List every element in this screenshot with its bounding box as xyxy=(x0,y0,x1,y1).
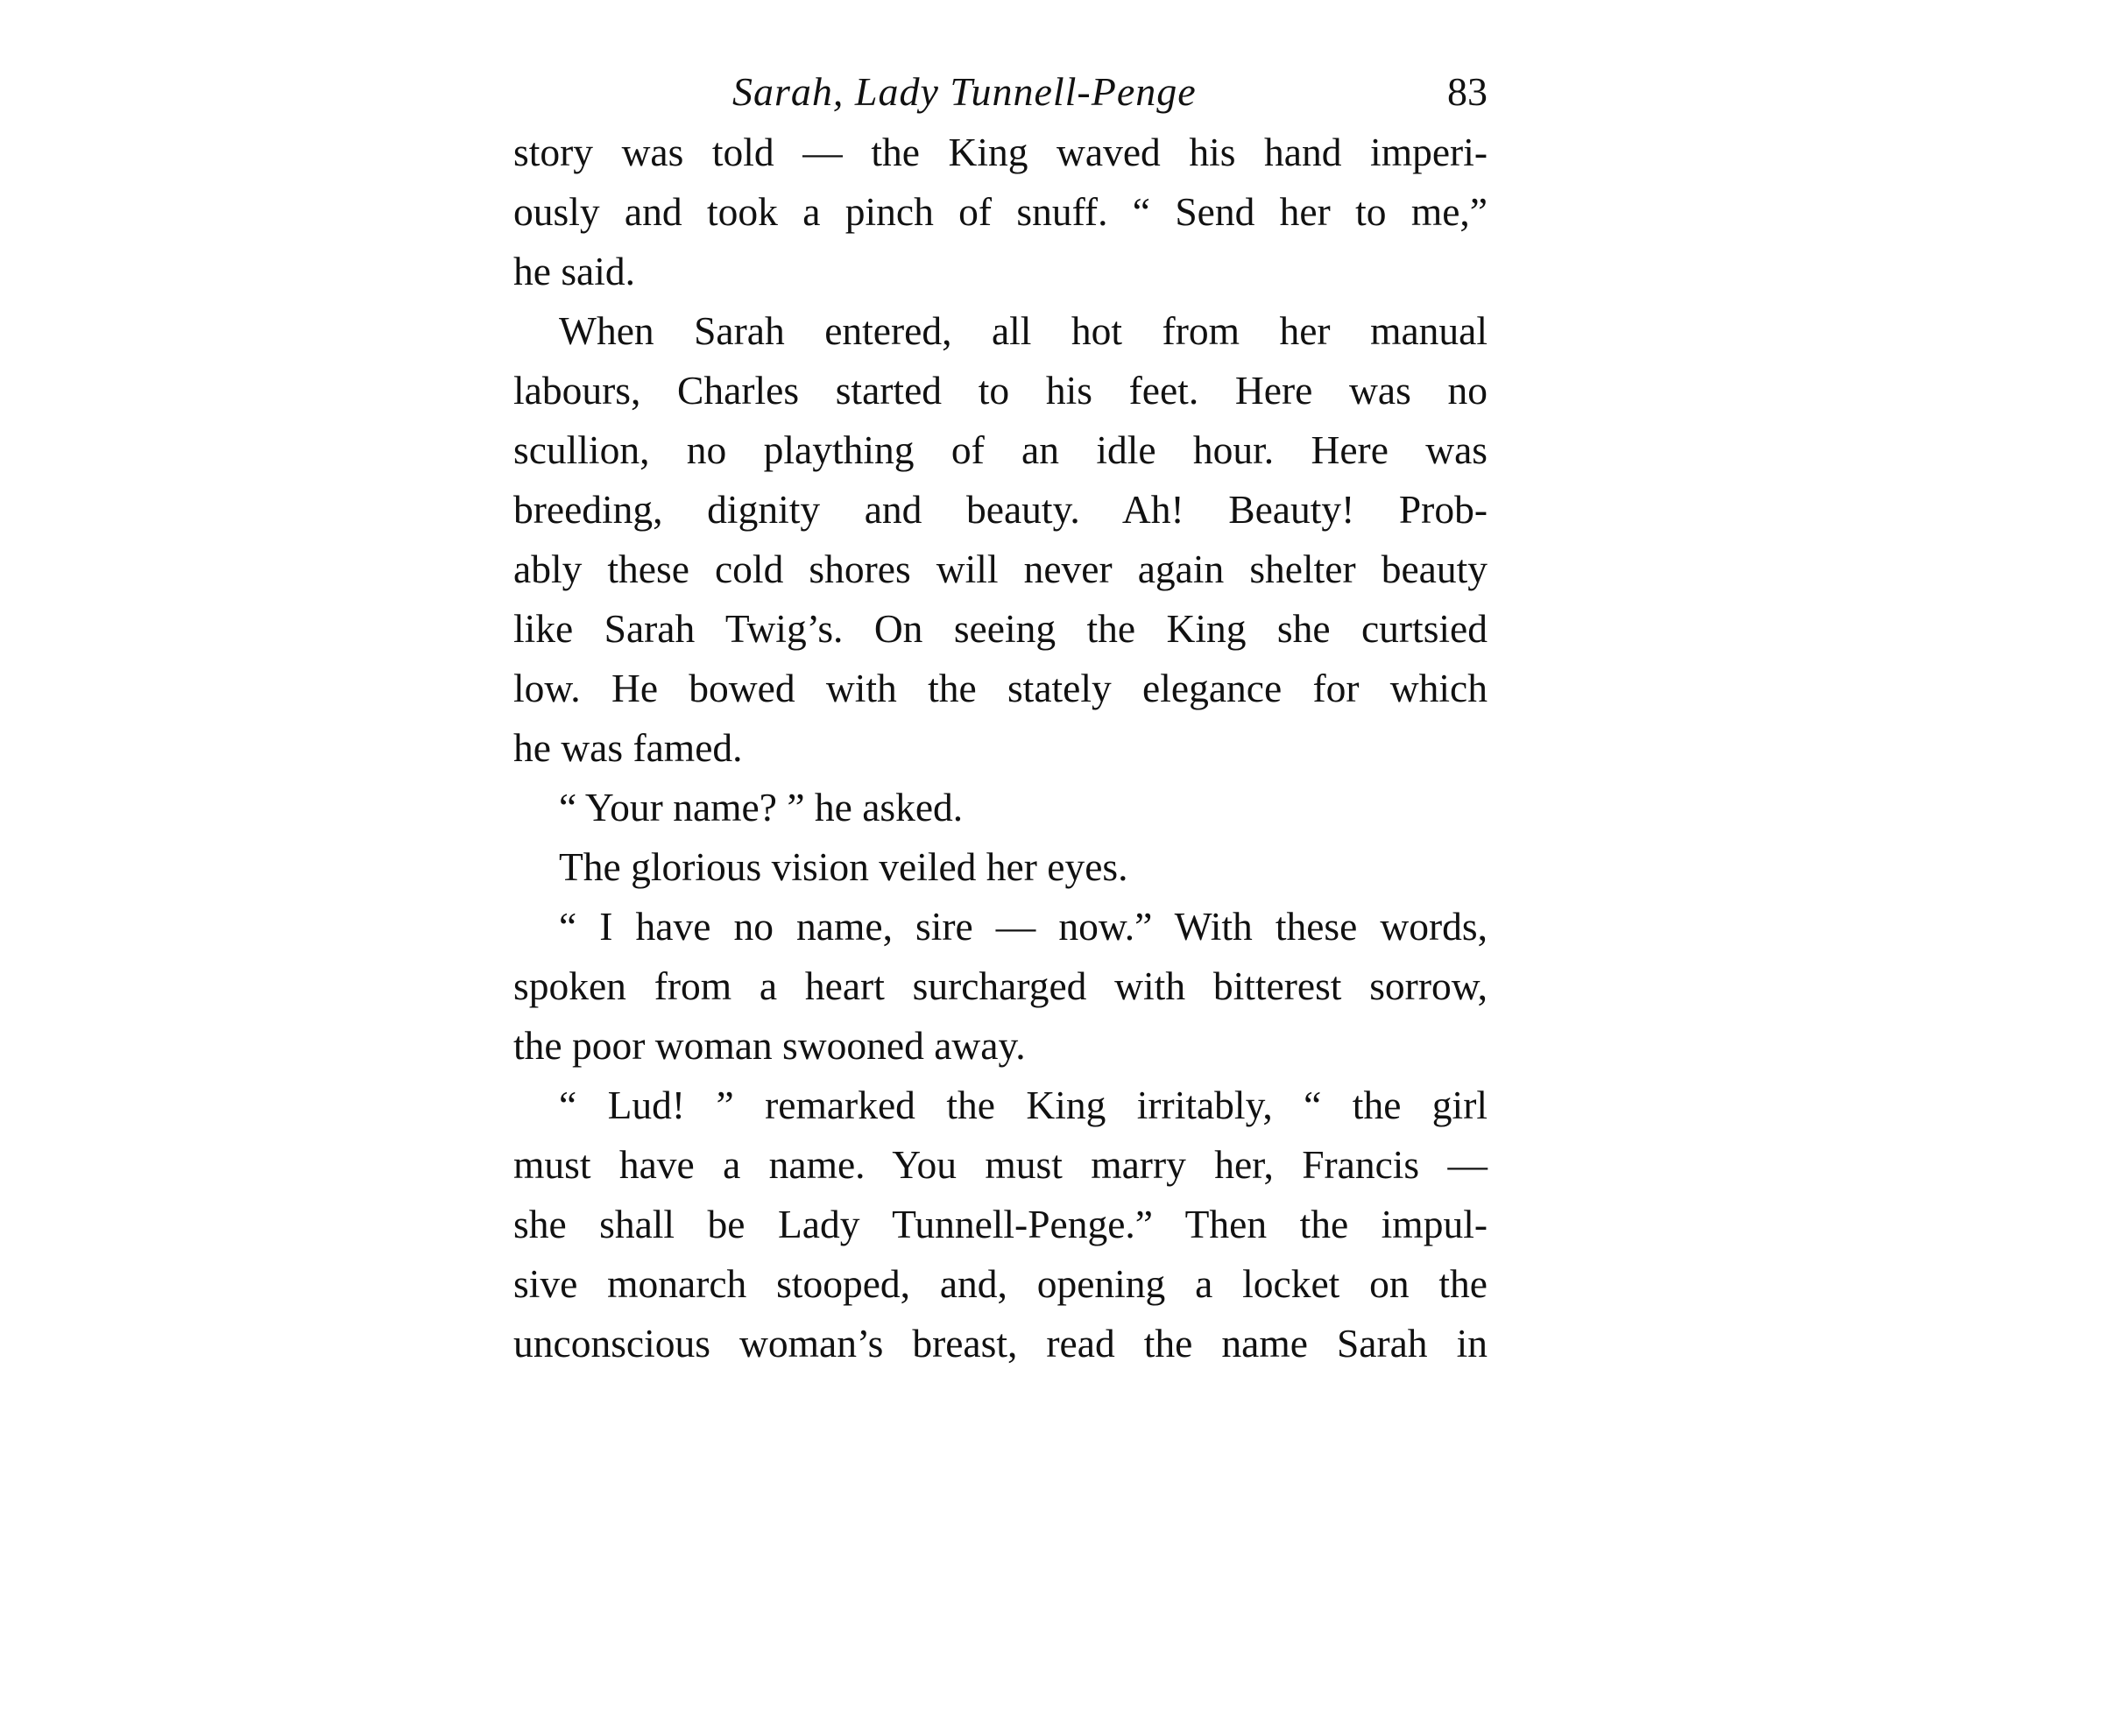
text-line: the poor woman swooned away. xyxy=(513,1023,1026,1068)
text-line: he was famed. xyxy=(513,725,743,770)
text-line: “ Lud! ” remarked the King irritably, “ the girl xyxy=(559,1083,1488,1127)
text-line: The glorious vision veiled her eyes. xyxy=(559,844,1128,889)
text-line: labours, Charles started to his feet. Here was no xyxy=(513,368,1488,413)
text-line: “ Your name? ” he asked. xyxy=(559,785,964,829)
text-line: scullion, no plaything of an idle hour. Here was xyxy=(513,427,1488,472)
text-line: unconscious woman’s breast, read the name Sarah in xyxy=(513,1321,1488,1366)
body-text xyxy=(513,123,1488,1373)
text-line: must have a name. You must marry her, Francis — xyxy=(513,1142,1488,1187)
text-line: low. He bowed with the stately elegance for which xyxy=(513,666,1488,710)
text-line: “ I have no name, sire — now.” With these words, xyxy=(559,904,1488,949)
text-line: breeding, dignity and beauty. Ah! Beauty! Prob- xyxy=(513,487,1488,532)
text-line: ously and took a pinch of snuff. “ Send her to me,” xyxy=(513,189,1488,234)
text-line: he said. xyxy=(513,249,635,293)
text-line: she shall be Lady Tunnell-Penge.” Then the impul- xyxy=(513,1202,1488,1246)
text-line: sive monarch stooped, and, opening a locket on the xyxy=(513,1261,1488,1306)
text-line: story was told — the King waved his hand imperi- xyxy=(513,130,1488,174)
running-head xyxy=(513,61,1488,123)
text-line: like Sarah Twig’s. On seeing the King she curtsied xyxy=(513,606,1488,651)
text-line: spoken from a heart surcharged with bitterest sorrow, xyxy=(513,963,1488,1008)
running-title: Sarah, Lady Tunnell-Penge xyxy=(732,69,1197,114)
text-line: When Sarah entered, all hot from her manual xyxy=(559,308,1488,353)
book-page xyxy=(513,61,1488,1373)
page-number: 83 xyxy=(1447,69,1488,114)
text-line: ably these cold shores will never again shelter beauty xyxy=(513,547,1488,591)
